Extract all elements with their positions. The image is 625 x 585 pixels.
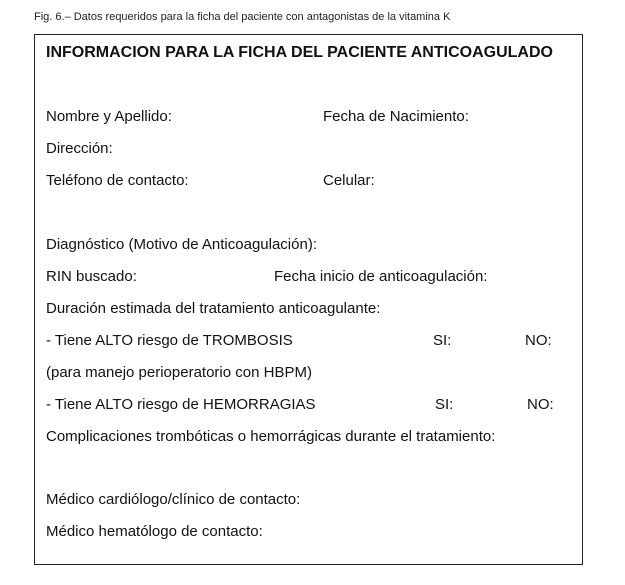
medico-hematologo-label: Médico hematólogo de contacto: (46, 523, 263, 540)
fecha-nacimiento-label: Fecha de Nacimiento: (323, 108, 469, 125)
trombosis-no-label: NO: (525, 332, 552, 349)
complicaciones-label: Complicaciones trombóticas o hemorrágicas durante el tratamiento: (46, 428, 496, 445)
hemorragias-no-label: NO: (527, 396, 554, 413)
direccion-label: Dirección: (46, 140, 113, 157)
duracion-label: Duración estimada del tratamiento anticoagulante: (46, 300, 381, 317)
trombosis-label: - Tiene ALTO riesgo de TROMBOSIS (46, 332, 293, 349)
form-title: INFORMACION PARA LA FICHA DEL PACIENTE ANTICOAGULADO (46, 44, 553, 61)
celular-label: Celular: (323, 172, 375, 189)
figure-caption: Fig. 6.– Datos requeridos para la ficha del paciente con antagonistas de la vitamina K (34, 11, 451, 23)
hbpm-note: (para manejo perioperatorio con HBPM) (46, 364, 312, 381)
patient-form (34, 34, 583, 565)
hemorragias-si-label: SI: (435, 396, 454, 413)
fecha-inicio-label: Fecha inicio de anticoagulación: (274, 268, 488, 285)
nombre-label: Nombre y Apellido: (46, 108, 172, 125)
hemorragias-label: - Tiene ALTO riesgo de HEMORRAGIAS (46, 396, 316, 413)
telefono-label: Teléfono de contacto: (46, 172, 189, 189)
diagnostico-label: Diagnóstico (Motivo de Anticoagulación): (46, 236, 317, 253)
rin-label: RIN buscado: (46, 268, 137, 285)
medico-cardiologo-label: Médico cardiólogo/clínico de contacto: (46, 491, 301, 508)
trombosis-si-label: SI: (433, 332, 452, 349)
